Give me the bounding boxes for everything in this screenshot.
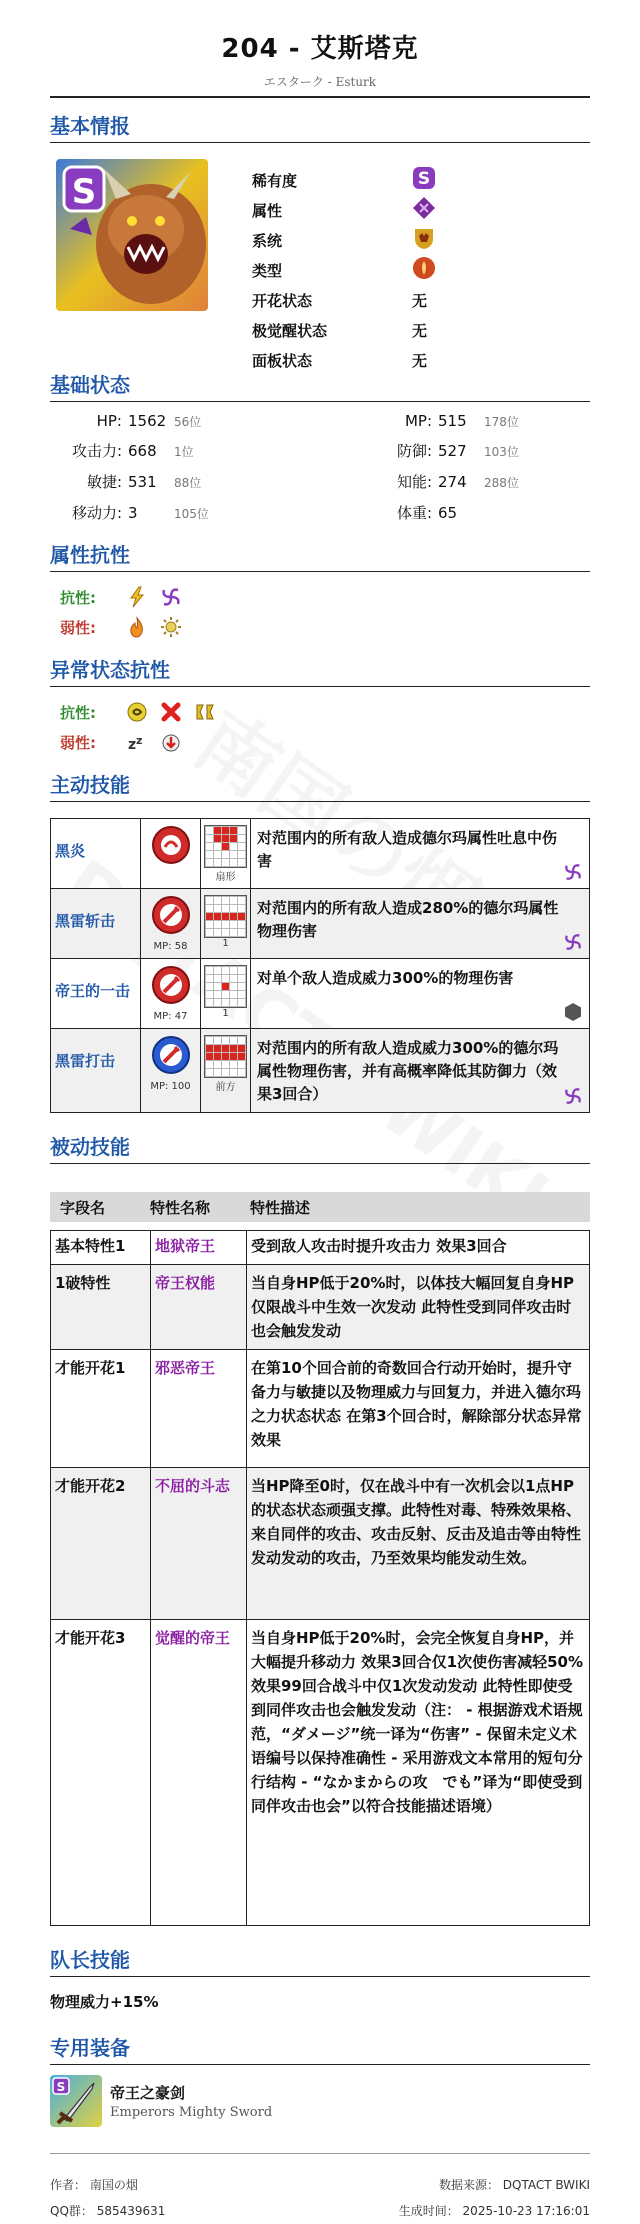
range-grid-fan [204,825,247,868]
stats-grid [50,412,590,523]
passive-skill-row: 才能开花2 不屈的斗志 当HP降至0时，仅在战斗中有一次机会以1点HP的状态状态顽强支撑。此特性对毒、特殊效果格、来自同伴的攻击、攻击反射、反击及追击等由特性发动发动的攻击，乃至效果均能发动生效。 [51,1468,590,1620]
info-type: 类型 [252,255,436,285]
section-active-skills-title: 主动技能 [50,769,590,802]
slash-skill-icon [151,991,191,1009]
monster-portrait [56,159,208,311]
section-attr-resist-title: 属性抗性 [50,539,590,572]
footer-source: 数据来源： DQTACT BWIKI [438,2178,590,2192]
stat-mp: MP: 515 178位 [404,412,519,430]
svg-text:z: z [136,734,143,747]
fire-icon [126,616,148,638]
footer-qq: QQ群： 585439631 [50,2204,166,2218]
page-footer [50,2172,590,2224]
attr-resist-row: 抗性: [50,582,590,612]
skill-icon-cell [141,819,201,889]
seal-x-icon [160,701,182,723]
status-resist [50,697,590,757]
strike-skill-icon [151,1061,191,1079]
attribute-icon [412,196,436,224]
type-icon [412,256,436,284]
skill-desc: 对范围内的所有敌人造成德尔玛属性吐息中伤害 [251,819,590,889]
section-basic-info-title: 基本情报 [50,110,590,143]
active-skills-table [50,818,590,1113]
skill-range-cell: 1 [201,959,251,1029]
stat-attack: 攻击力: 668 1位 [71,442,194,460]
passive-skill-row: 才能开花3 觉醒的帝王 当自身HP低于20%时，会完全恢复自身HP，并大幅提升移动力 效果3回合仅1次使伤害减轻50% 效果99回合战斗中仅1次发动发动 此特性即使受到同伴攻击也会触发发动（注： - 根据游戏术语规范，“ダメージ”统一译为“伤害” - 保留未定义术语编号以保持准确性 - 采用游戏文本常用的短句分行结构 - “なかまからの攻 でも”译为“即使受到同伴攻击也会”以符合技能描述语境） [51,1620,590,1926]
active-skill-row [51,819,590,889]
page-header [50,0,590,98]
basic-info-list [252,165,436,369]
active-skill-row [51,959,590,1029]
info-rarity: 稀有度 S [252,165,436,195]
skill-icon-cell: MP: 47 [141,959,201,1029]
skill-range-cell: 前方 [201,1029,251,1113]
stat-hp: HP: 1562 56位 [96,412,202,430]
info-panel: 面板状态 无 [252,351,428,370]
info-awakening: 极觉醒状态 无 [252,321,428,340]
skill-desc: 对范围内的所有敌人造成280%的德尔玛属性物理伤害 [251,889,590,959]
stat-agility: 敏捷: 531 88位 [86,473,202,491]
neutral-element-icon [563,1002,583,1022]
dark-element-icon [563,862,583,882]
info-blossom: 开花状态 无 [252,291,428,310]
sleep-icon [126,731,148,753]
status-resist-row: 抗性: [50,697,590,727]
equipment-item[interactable] [50,2075,590,2127]
attr-resist [50,582,590,642]
skill-name: 帝王的一击 [51,959,141,1029]
stat-movement: 移动力: 3 105位 [71,504,209,522]
page-title: 204 - 艾斯塔克 [221,34,419,64]
skill-range-cell: 扇形 [201,819,251,889]
stat-defense: 防御: 527 103位 [396,442,519,460]
leader-skill-text: 物理威力+15% [50,1993,159,2011]
svg-text:z: z [128,737,137,753]
basic-info [50,159,590,369]
equipment-name-en: Emperors Mighty Sword [110,2105,273,2120]
light-element-icon [160,616,182,638]
section-equipment-title: 专用装备 [50,2032,590,2065]
stat-intelligence: 知能: 274 288位 [396,473,519,491]
confusion-icon [126,701,148,723]
breath-skill-icon [151,851,191,869]
dark-element-icon [563,932,583,952]
skill-name: 黑雷斩击 [51,889,141,959]
status-weak-row: 弱性: z z [50,727,590,757]
section-leader-skill-title: 队长技能 [50,1944,590,1977]
svg-text:S: S [56,2080,66,2094]
skill-range-cell: 1 [201,889,251,959]
info-system: 系统 [252,225,436,255]
skill-icon-cell: MP: 58 [141,889,201,959]
stat-weight: 体重: 65 [396,504,458,522]
passive-skill-row: 基本特性1 地狱帝王 受到敌人攻击时提升攻击力 效果3回合 [51,1231,590,1265]
range-grid-single [204,965,247,1008]
info-attribute: 属性 [252,195,436,225]
skill-desc: 对范围内的所有敌人造成威力300%的德尔玛属性物理伤害，并有高概率降低其防御力（效果3回合） [251,1029,590,1113]
footer-divider [50,2153,590,2154]
system-icon [412,226,436,254]
active-skill-row [51,889,590,959]
section-passive-skills-title: 被动技能 [50,1131,590,1164]
footer-generated: 生成时间： 2025-10-23 17:16:01 [398,2204,590,2218]
skill-name: 黑炎 [51,819,141,889]
passive-skills-header: 字段名 特性名称 特性描述 [50,1192,590,1222]
footer-author: 作者： 南国の烟 [50,2178,138,2192]
equipment-name: 帝王之豪剑 [110,2084,186,2102]
range-grid-line [204,895,247,938]
dark-element-icon [563,1086,583,1106]
attr-weak-row: 弱性: [50,612,590,642]
passive-skills-table [50,1230,590,1926]
svg-text:S: S [71,172,97,212]
lightning-icon [126,586,148,608]
page-subtitle: エスターク - Esturk [263,75,377,89]
paralysis-icon [194,701,216,723]
dark-element-icon [160,586,182,608]
skill-name: 黑雷打击 [51,1029,141,1113]
passive-skill-row: 才能开花1 邪恶帝王 在第10个回合前的奇数回合行动开始时，提升守备力与敏捷以及物理威力与回复力，并进入德尔玛之力状态状态 在第3个回合时，解除部分状态异常效果 [51,1350,590,1468]
slash-skill-icon [151,921,191,939]
skill-desc: 对单个敌人造成威力300%的物理伤害 [251,959,590,1029]
title-divider [50,96,590,98]
passive-skill-row: 1破特性 帝王权能 当自身HP低于20%时，以体技大幅回复自身HP 仅限战斗中生效一次发动 此特性受到同伴攻击时也会触发发动 [51,1265,590,1350]
section-status-resist-title: 异常状态抗性 [50,654,590,687]
skill-icon-cell: MP: 100 [141,1029,201,1113]
active-skill-row [51,1029,590,1113]
section-stats-title: 基础状态 [50,369,590,402]
range-grid-front [204,1035,247,1078]
svg-text:S: S [417,169,431,189]
debuff-icon [160,731,182,753]
sword-icon [50,2075,102,2127]
rarity-s-icon [412,166,436,194]
